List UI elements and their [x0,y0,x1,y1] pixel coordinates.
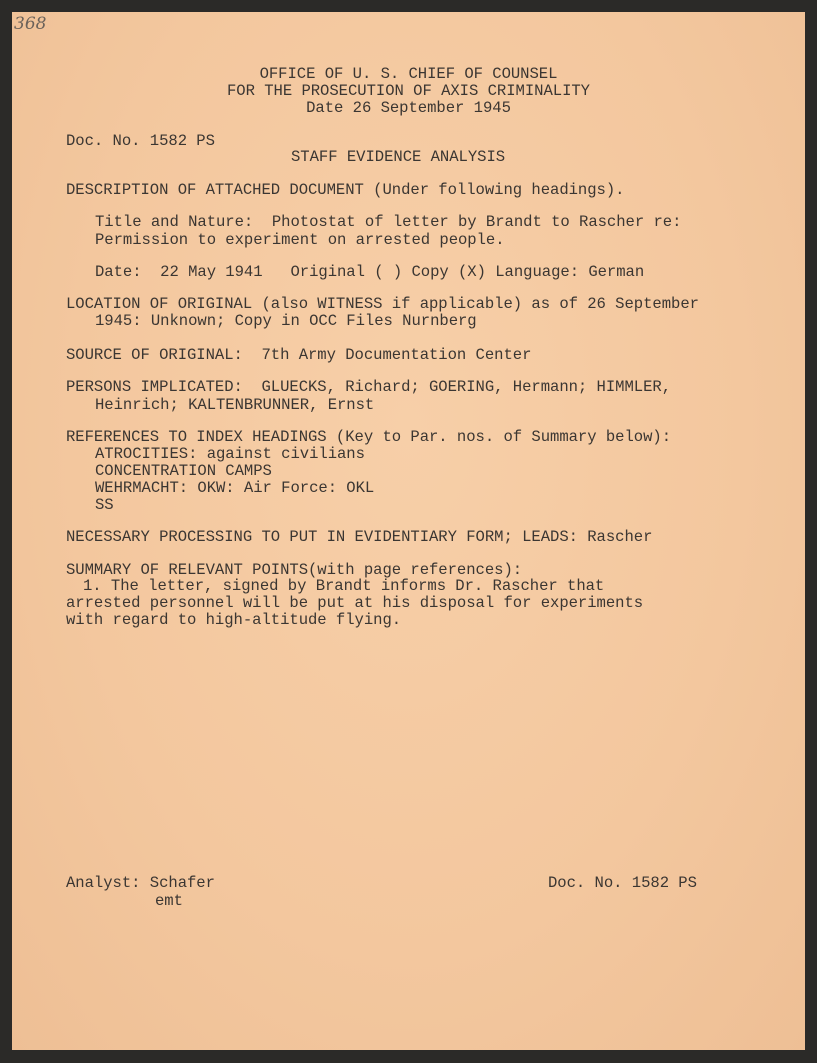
doc-number: Doc. No. 1582 PS [66,132,215,150]
reference-item: SS [95,496,114,514]
header-line-2: FOR THE PROSECUTION OF AXIS CRIMINALITY [226,82,590,100]
title-nature-line-1: Title and Nature: Photostat of letter by Brandt to Rascher re: [95,213,682,231]
location-line-2: 1945: Unknown; Copy in OCC Files Nurnberg [95,312,477,330]
page-number-handwritten: 368 [14,14,47,34]
header-line-1: OFFICE OF U. S. CHIEF OF COUNSEL [259,65,558,83]
location-line-1: LOCATION OF ORIGINAL (also WITNESS if applicable) as of 26 September [66,295,699,313]
document-title: STAFF EVIDENCE ANALYSIS [291,148,506,166]
summary-heading: SUMMARY OF RELEVANT POINTS(with page references): [66,561,523,579]
persons-line-1: PERSONS IMPLICATED: GLUECKS, Richard; GOERING, Hermann; HIMMLER, [66,378,672,396]
reference-item: ATROCITIES: against civilians [95,445,365,463]
processing-line: NECESSARY PROCESSING TO PUT IN EVIDENTIARY FORM; LEADS: Rascher [66,528,653,546]
persons-line-2: Heinrich; KALTENBRUNNER, Ernst [95,396,375,414]
title-nature-line-2: Permission to experiment on arrested people. [95,231,505,249]
source-line: SOURCE OF ORIGINAL: 7th Army Documentation Center [66,346,532,364]
reference-item: WEHRMACHT: OKW: Air Force: OKL [95,479,375,497]
analyst: Analyst: Schafer [66,874,215,892]
description-heading: DESCRIPTION OF ATTACHED DOCUMENT (Under following headings). [66,181,625,199]
header-date: Date 26 September 1945 [306,99,511,117]
summary-line-1: 1. The letter, signed by Brandt informs Dr. Rascher that [83,577,605,595]
summary-line-3: with regard to high-altitude flying. [66,611,402,629]
date-line: Date: 22 May 1941 Original ( ) Copy (X) Language: German [95,263,645,281]
references-heading: REFERENCES TO INDEX HEADINGS (Key to Par. nos. of Summary below): [66,428,672,446]
summary-line-2: arrested personnel will be put at his disposal for experiments [66,594,644,612]
typist-initials: emt [155,892,183,910]
reference-item: CONCENTRATION CAMPS [95,462,272,480]
document-page [12,12,805,1050]
footer-doc-number: Doc. No. 1582 PS [548,874,697,892]
